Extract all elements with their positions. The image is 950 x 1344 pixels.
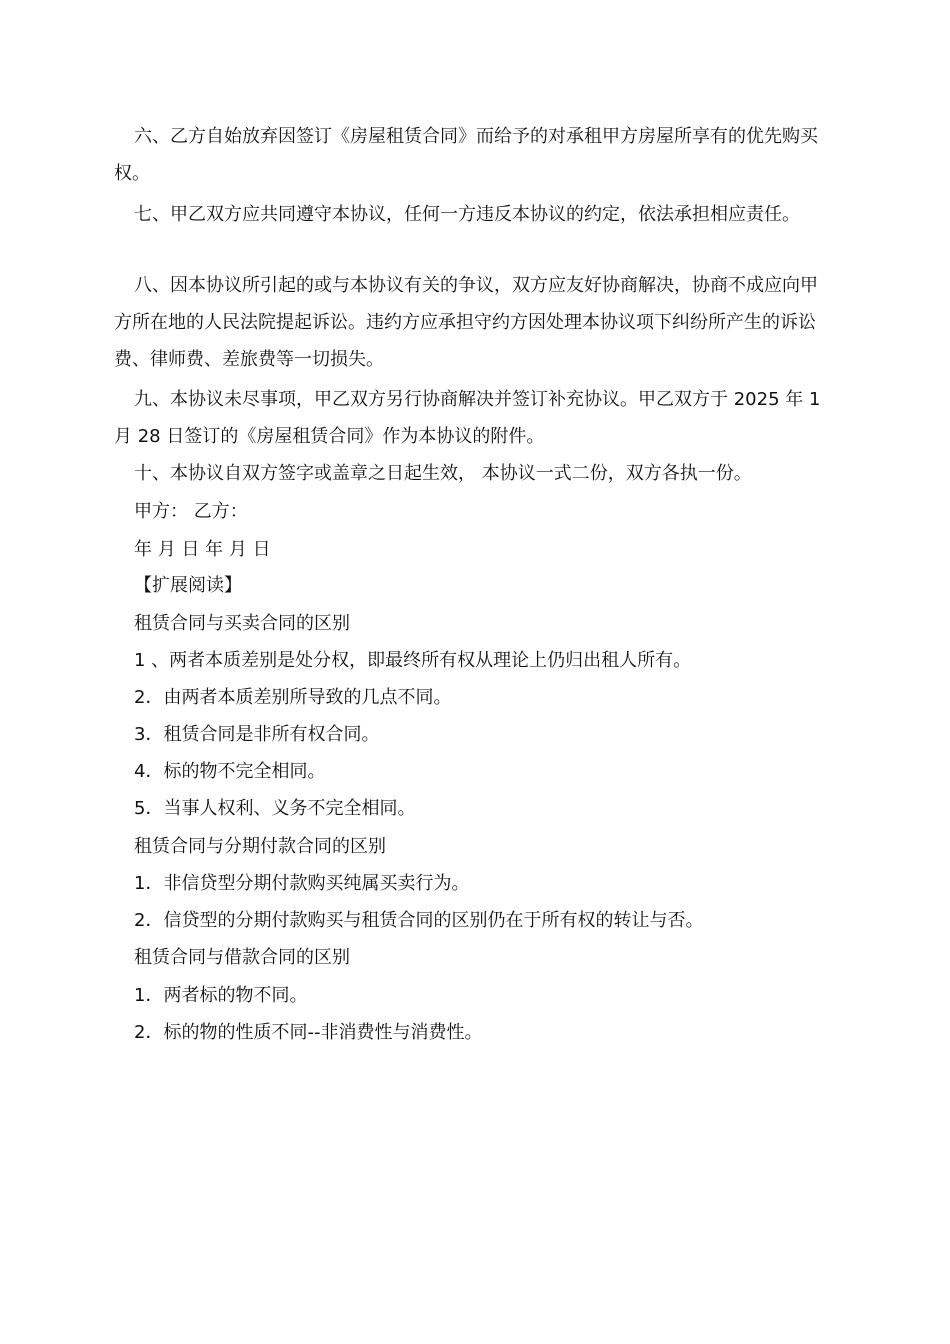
list-item: 3．租赁合同是非所有权合同。 [134,724,380,745]
list-item: 2．标的物的性质不同--非消费性与消费性。 [134,1022,483,1043]
clause-7: 七、甲乙双方应共同遵守本协议，任何一方违反本协议的约定，依法承担相应责任。 [134,204,800,225]
clause-9: 九、本协议未尽事项，甲乙双方另行协商解决并签订补充协议。甲乙双方于 2025 年 1 月 28 日签订的《房屋租赁合同》作为本协议的附件。 [114,389,821,447]
extended-reading-heading: 【扩展阅读】 [134,575,242,596]
clause-10: 十、本协议自双方签字或盖章之日起生效， 本协议一式二份，双方各执一份。 [134,463,752,484]
list-item: 1 、两者本质差别是处分权，即最终所有权从理论上仍归出租人所有。 [134,650,692,671]
signature-dates: 年 月 日 年 月 日 [134,539,271,560]
list-item: 1．非信贷型分期付款购买纯属买卖行为。 [134,873,470,894]
clause-6: 六、乙方自始放弃因签订《房屋租赁合同》而给予的对承租甲方房屋所享有的优先购买权。 [114,126,818,184]
section-title-loan: 租赁合同与借款合同的区别 [134,947,350,968]
list-item: 2．信贷型的分期付款购买与租赁合同的区别仍在于所有权的转让与否。 [134,910,704,931]
list-item: 1．两者标的物不同。 [134,985,308,1006]
list-item: 5．当事人权利、义务不完全相同。 [134,798,416,819]
list-item: 4．标的物不完全相同。 [134,761,326,782]
section-title-installment: 租赁合同与分期付款合同的区别 [134,836,386,857]
section-title-sale: 租赁合同与买卖合同的区别 [134,613,350,634]
clause-8: 八、因本协议所引起的或与本协议有关的争议，双方应友好协商解决，协商不成应向甲方所在地的人民法院提起诉讼。违约方应承担守约方因处理本协议项下纠纷所产生的诉讼费、律师费、差旅费等一切损失。 [114,275,818,370]
signature-parties: 甲方： 乙方： [134,501,248,522]
list-item: 2．由两者本质差别所导致的几点不同。 [134,687,452,708]
